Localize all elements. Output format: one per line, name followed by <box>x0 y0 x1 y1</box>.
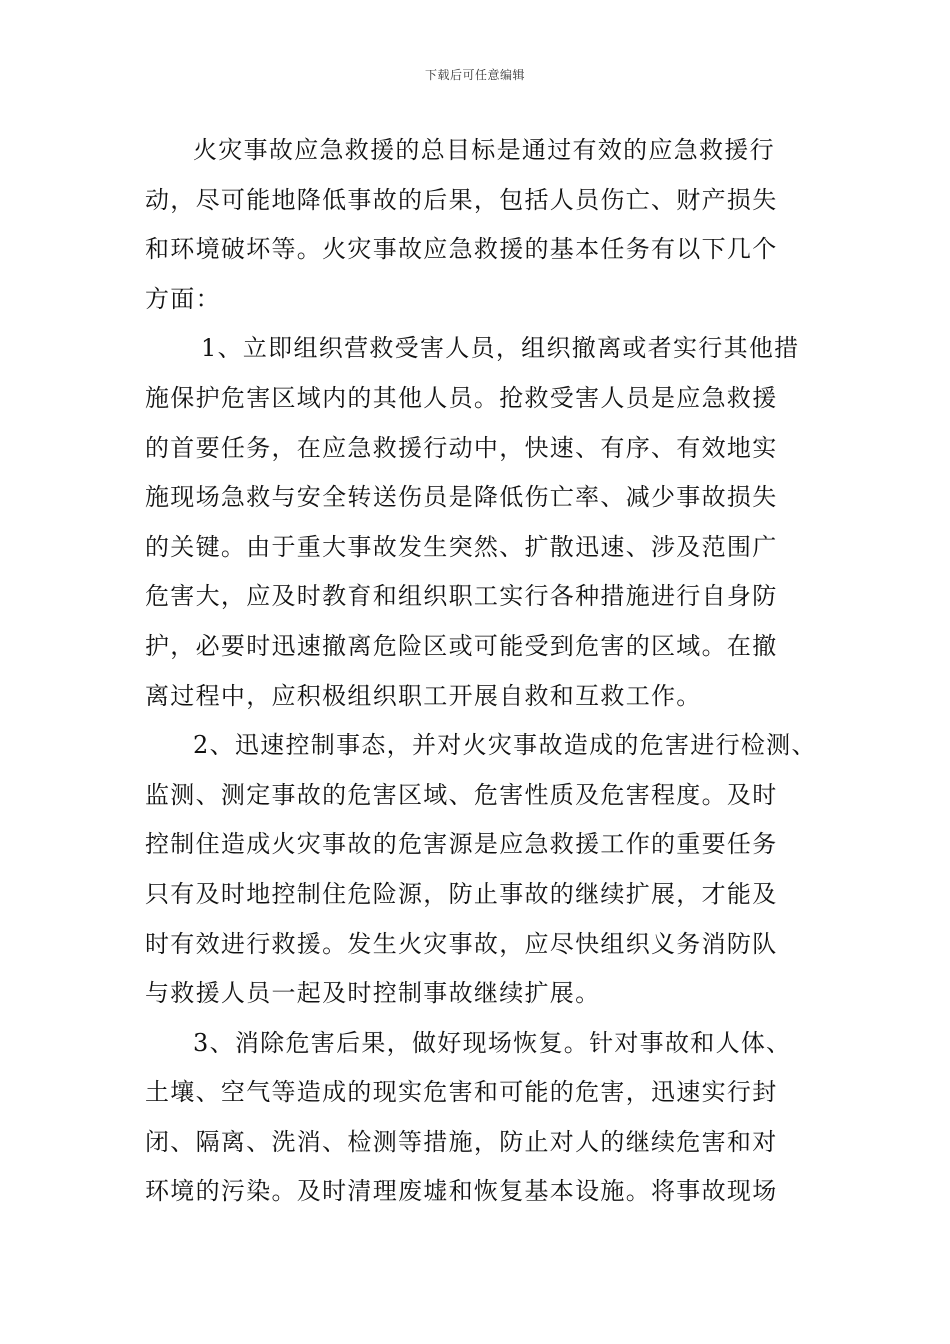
text-line: 施现场急救与安全转送伤员是降低伤亡率、减少事故损失 <box>145 483 778 512</box>
text-line: 闭、隔离、洗消、检测等措施，防止对人的继续危害和对 <box>145 1127 778 1156</box>
text-line: 环境的污染。及时清理废墟和恢复基本设施。将事故现场 <box>145 1177 778 1206</box>
text-line: 控制住造成火灾事故的危害源是应急救援工作的重要任务 <box>145 830 778 859</box>
text-line: 施保护危害区域内的其他人员。抢救受害人员是应急救援 <box>145 383 778 412</box>
text-line: 动，尽可能地降低事故的后果，包括人员伤亡、财产损失 <box>145 185 778 214</box>
text-line: 1、立即组织营救受害人员，组织撤离或者实行其他措 <box>201 334 800 363</box>
text-line: 方面： <box>145 284 221 313</box>
text-line: 危害大，应及时教育和组织职工实行各种措施进行自身防 <box>145 582 778 611</box>
text-line: 2、迅速控制事态，并对火灾事故造成的危害进行检测、 <box>193 731 817 760</box>
page-header: 下载后可任意编辑 <box>424 68 525 82</box>
text-line: 和环境破坏等。火灾事故应急救援的基本任务有以下几个 <box>145 235 778 264</box>
text-line: 的首要任务，在应急救援行动中，快速、有序、有效地实 <box>145 433 778 462</box>
document-body <box>145 126 845 1217</box>
text-line: 时有效进行救援。发生火灾事故，应尽快组织义务消防队 <box>145 929 778 958</box>
text-line: 的关键。由于重大事故发生突然、扩散迅速、涉及范围广 <box>145 532 778 561</box>
text-line: 监测、测定事故的危害区域、危害性质及危害程度。及时 <box>145 780 778 809</box>
text-line: 3、消除危害后果，做好现场恢复。针对事故和人体、 <box>193 1028 792 1057</box>
text-line: 土壤、空气等造成的现实危害和可能的危害，迅速实行封 <box>145 1078 778 1107</box>
text-line: 离过程中，应积极组织职工开展自救和互救工作。 <box>145 681 702 710</box>
text-line: 只有及时地控制住危险源，防止事故的继续扩展，才能及 <box>145 879 778 908</box>
text-line: 护，必要时迅速撤离危险区或可能受到危害的区域。在撤 <box>145 631 778 660</box>
text-line: 火灾事故应急救援的总目标是通过有效的应急救援行 <box>193 136 775 164</box>
text-line: 与救援人员一起及时控制事故继续扩展。 <box>145 979 601 1008</box>
